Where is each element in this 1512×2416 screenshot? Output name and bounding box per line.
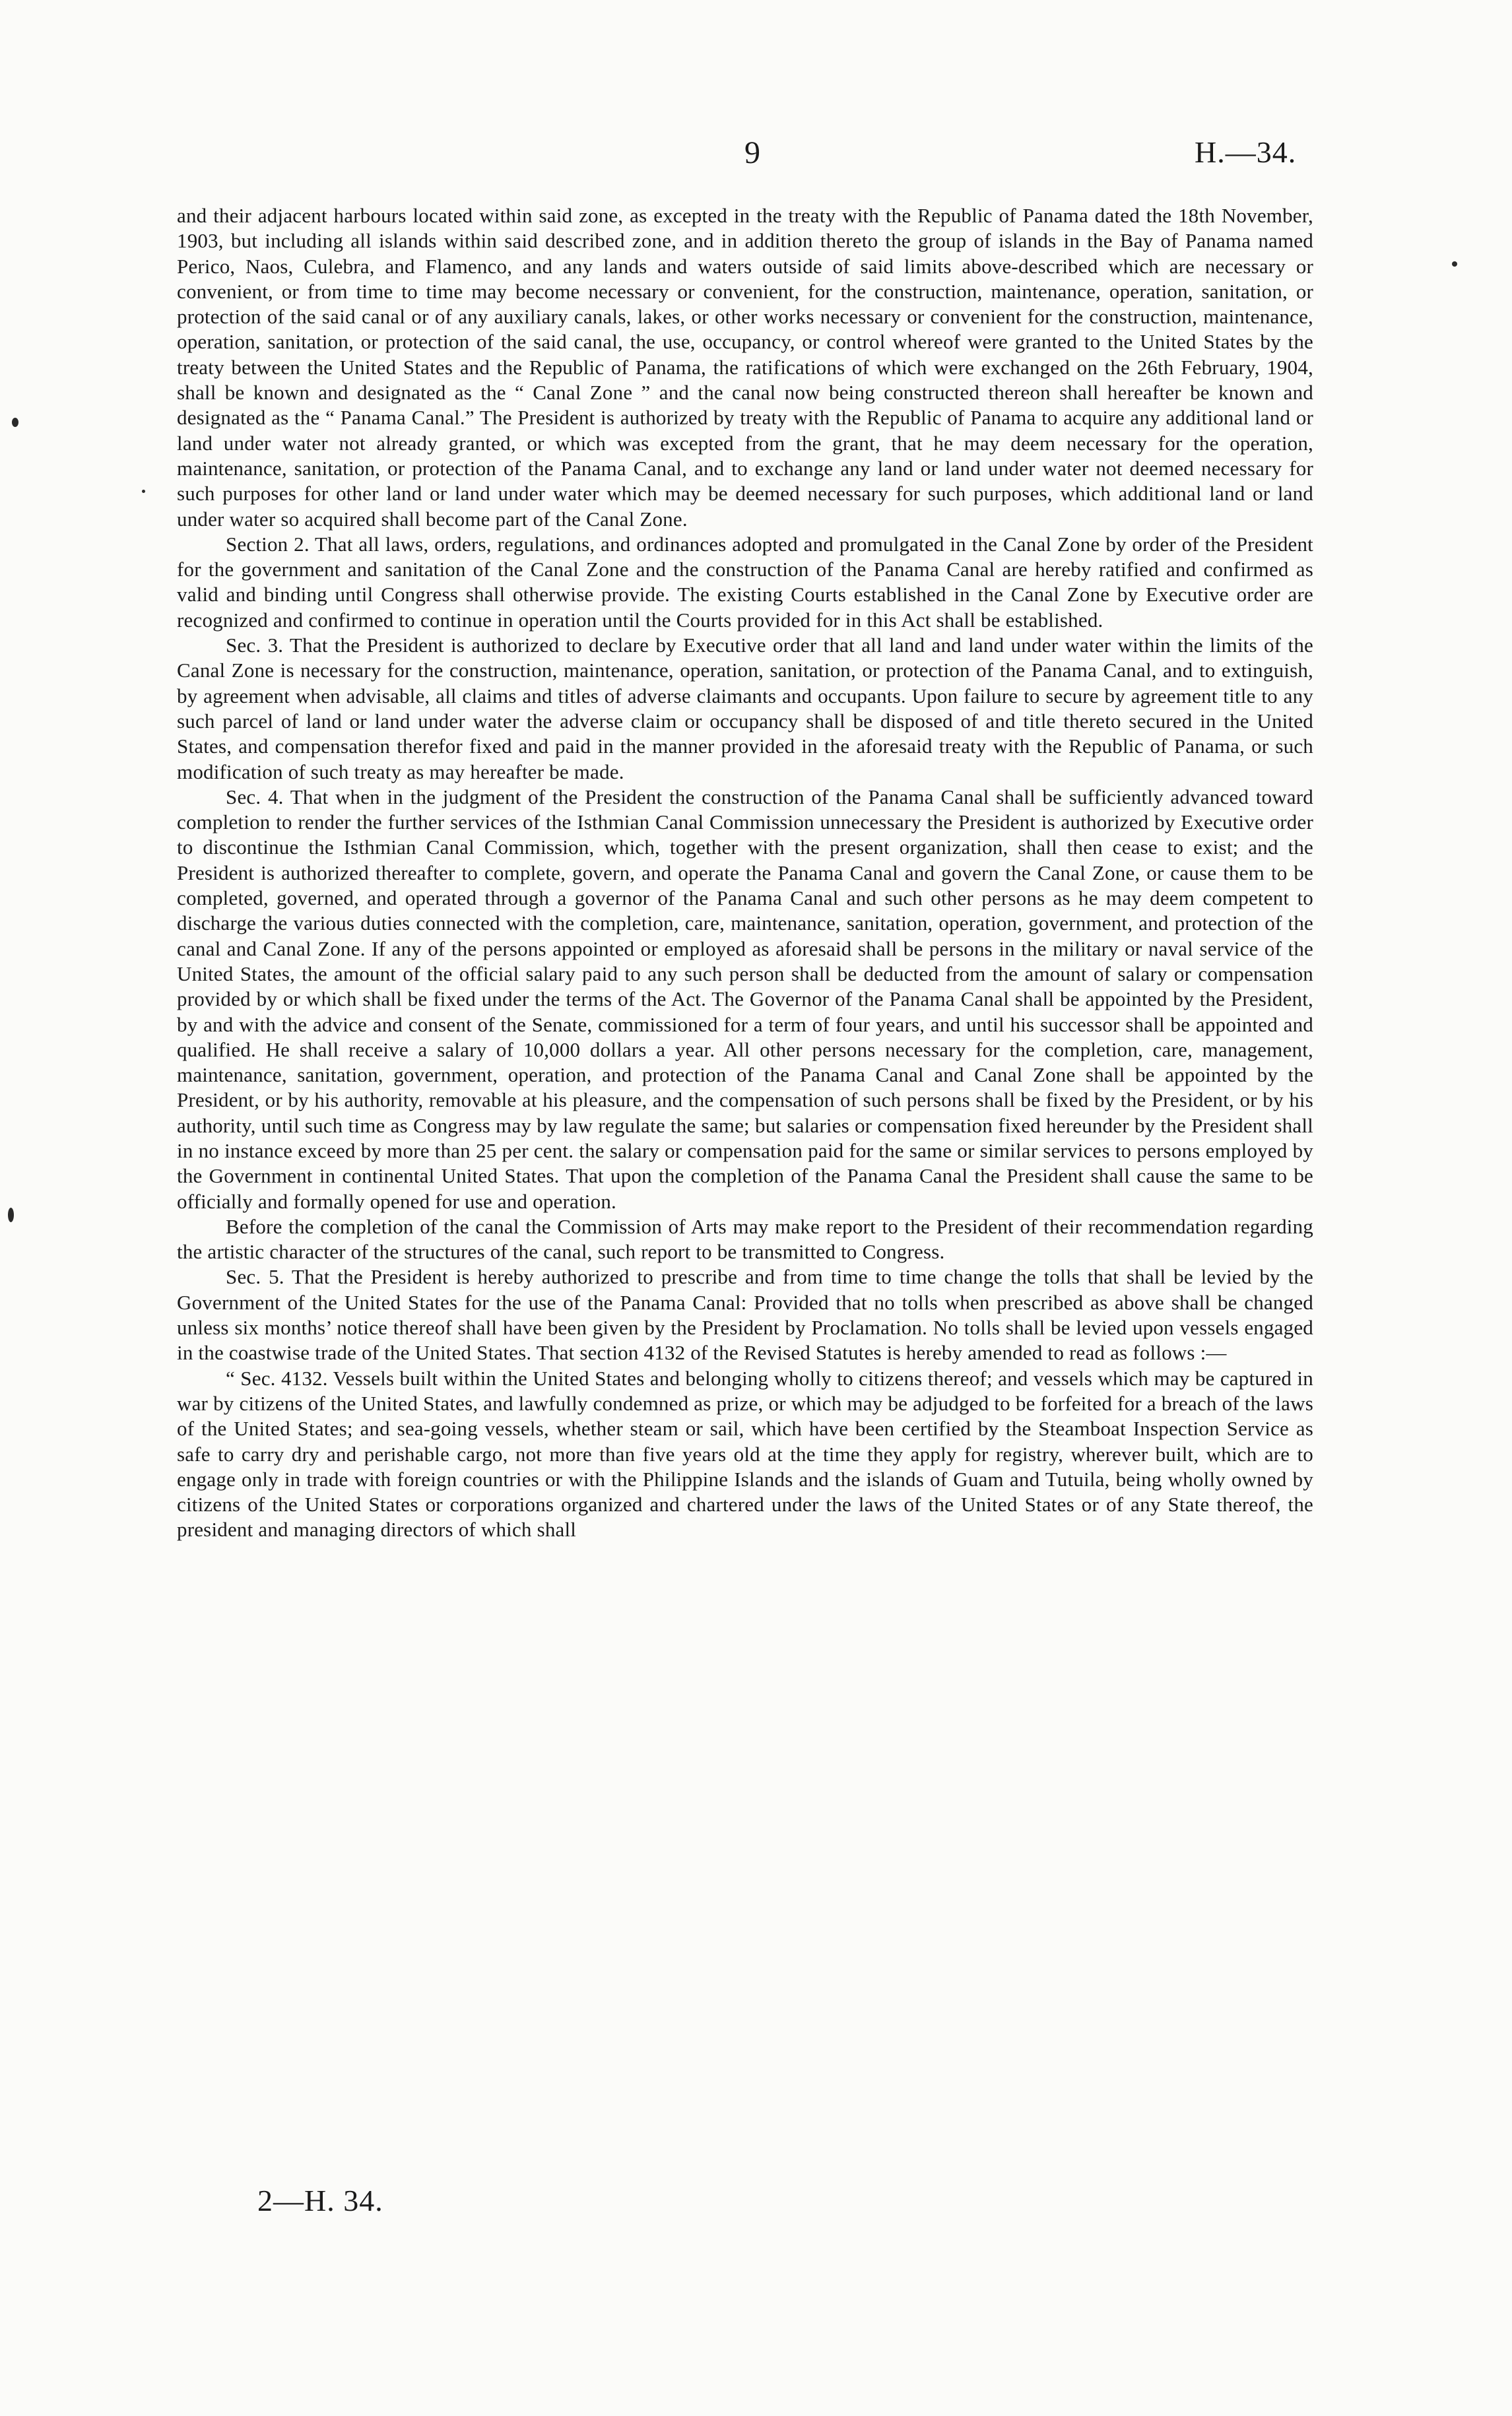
paragraph-section-5: Sec. 5. That the President is hereby authorized to prescribe and from time to time change the tolls that shall be levied by the Government of the United States for the use of the Panama Canal: Provided that no tolls when prescribed as above shall be changed unless six months’ notice thereof shall have been given by the President by Proclamation. No tolls shall be levied upon vessels engaged in the coastwise trade of the United States. That section 4132 of the Revised Statutes is hereby amended to read as follows :— [177,1265,1313,1365]
paragraph-section-4132: “ Sec. 4132. Vessels built within the United States and belonging wholly to citizens thereof; and vessels which may be captured in war by citizens of the United States, and lawfully condemned as prize, or which may be adjudged to be forfeited for a breach of the laws of the United States; and sea-going vessels, whether steam or sail, which have been certified by the Steamboat Inspection Service as safe to carry dry and perishable cargo, not more than five years old at the time they apply for registry, wherever built, which are to engage only in trade with foreign countries or with the Philippine Islands and the islands of Guam and Tutuila, being wholly owned by citizens of the United States or corporations organized and chartered under the laws of the United States or of any State thereof, the president and managing directors of which shall [177,1366,1313,1542]
page-number: 9 [744,135,760,170]
margin-speck [142,490,145,493]
margin-speck [8,1208,14,1222]
margin-speck [12,418,18,427]
paragraph-commission-of-arts: Before the completion of the canal the Commission of Arts may make report to the President of their recommendation regarding the artistic character of the structures of the canal, such report to be transmitted to Congress. [177,1214,1313,1264]
paragraph-section-4: Sec. 4. That when in the judgment of the President the construction of the Panama Canal shall be sufficiently advanced toward completion to render the further services of the Isthmian Canal Commission unnecessary the President is authorized by Executive order to discontinue the Isthmian Canal Commission, which, together with the present organization, shall then cease to exist; and the President is authorized thereafter to complete, govern, and operate the Panama Canal and govern the Canal Zone, or cause them to be completed, governed, and operated through a governor of the Panama Canal and such other persons as he may deem competent to discharge the various duties connected with the completion, care, maintenance, sanitation, operation, government, and protection of the canal and Canal Zone. If any of the persons appointed or employed as aforesaid shall be persons in the military or naval service of the United States, the amount of the official salary paid to any such person shall be deducted from the amount of salary or compensation provided by or which shall be fixed under the terms of the Act. The Governor of the Panama Canal shall be appointed by the President, by and with the advice and consent of the Senate, commissioned for a term of four years, and until his successor shall be appointed and qualified. He shall receive a salary of 10,000 dollars a year. All other persons necessary for the completion, care, management, maintenance, sanitation, government, operation, and protection of the Panama Canal and Canal Zone shall be appointed by the President, or by his authority, removable at his pleasure, and the compensation of such persons shall be fixed by the President, or by his authority, until such time as Congress may by law regulate the same; but salaries or compensation fixed hereunder by the President shall in no instance exceed by more than 25 per cent. the salary or compensation paid for the same or similar services to persons employed by the Government in continental United States. That upon the completion of the Panama Canal the President shall cause the same to be officially and formally opened for use and operation. [177,785,1313,1213]
margin-speck [1452,261,1457,267]
printer-signature: 2—H. 34. [257,2184,383,2217]
body-text [177,203,1313,1543]
document-reference: H.—34. [1195,135,1297,169]
paragraph-section-3: Sec. 3. That the President is authorized to declare by Executive order that all land and land under water within the limits of the Canal Zone is necessary for the construction, maintenance, operation, sanitation, or protection of the Panama Canal, and to extinguish, by agreement when advisable, all claims and titles of adverse claimants and occupants. Upon failure to secure by agreement title to any such parcel of land or land under water the adverse claim or occupancy shall be disposed of and title thereto secured in the United States, and compensation therefor fixed and paid in the manner provided in the aforesaid treaty with the Republic of Panama, or such modification of such treaty as may hereafter be made. [177,634,1313,783]
paragraph-continued: and their adjacent harbours located within said zone, as excepted in the treaty with the Republic of Panama dated the 18th November, 1903, but including all islands within said described zone, and in addition thereto the group of islands in the Bay of Panama named Perico, Naos, Culebra, and Flamenco, and any lands and waters outside of said limits above-described which are necessary or convenient, or from time to time may become necessary or convenient, for the construction, maintenance, operation, sanitation, or protection of the said canal or of any auxiliary canals, lakes, or other works necessary or convenient for the construction, maintenance, operation, sanitation, or protection of the said canal, the use, occupancy, or control whereof were granted to the United States by the treaty between the United States and the Republic of Panama, the ratifications of which were exchanged on the 26th February, 1904, shall be known and designated as the “ Canal Zone ” and the canal now being constructed thereon shall hereafter be known and designated as the “ Panama Canal.” The President is authorized by treaty with the Republic of Panama to acquire any additional land or land under water not already granted, or which was excepted from the grant, that he may deem necessary for the operation, maintenance, sanitation, or protection of the Panama Canal, and to exchange any land or land under water not deemed necessary for such purposes for other land or land under water which may be deemed necessary for such purposes, which additional land or land under water so acquired shall become part of the Canal Zone. [177,204,1313,531]
paragraph-section-2: Section 2. That all laws, orders, regulations, and ordinances adopted and promulgated in the Canal Zone by order of the President for the government and sanitation of the Canal Zone and the construction of the Panama Canal are hereby ratified and confirmed as valid and binding until Congress shall otherwise provide. The existing Courts established in the Canal Zone by Executive order are recognized and confirmed to continue in operation until the Courts provided for in this Act shall be established. [177,532,1313,632]
